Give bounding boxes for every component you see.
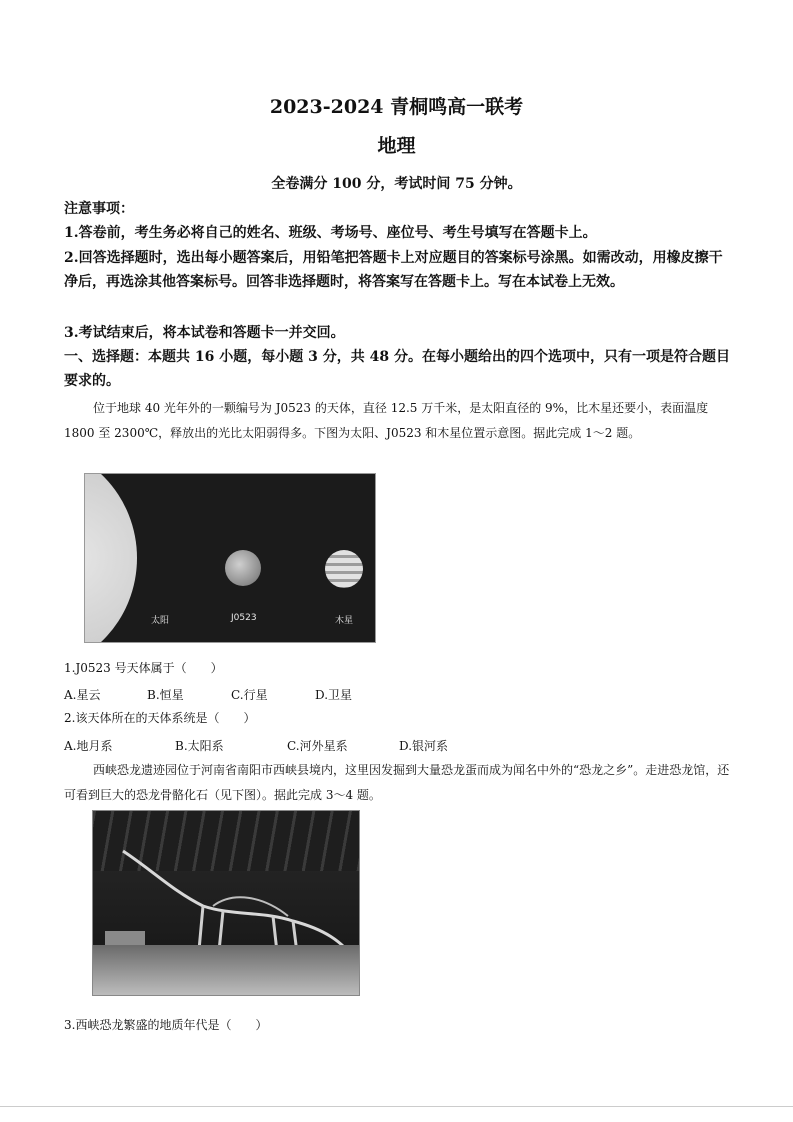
j0523-disk — [225, 550, 261, 586]
dinosaur-skeleton-photo — [92, 810, 360, 996]
note-item-3: 3.考试结束后，将本试卷和答题卡一并交回。 — [64, 325, 345, 341]
solar-comparison-figure — [84, 473, 376, 643]
section-instruction: 一、选择题：本题共 16 小题，每小题 3 分，共 48 分。在每小题给出的四个选项中，只有一项是符合题目要求的。 — [64, 349, 730, 389]
option: A.地月系 — [64, 739, 113, 753]
figure-label-sun: 太阳 — [151, 616, 170, 626]
question-3-stem: 3.西峡恐龙繁盛的地质年代是（ ） — [64, 1018, 268, 1032]
jupiter-disk — [325, 550, 363, 588]
option: C.行星 — [231, 688, 268, 702]
option: A.星云 — [64, 688, 101, 702]
option: C.河外星系 — [287, 739, 348, 753]
figure-label-jupiter: 木星 — [335, 616, 354, 626]
footer-divider — [0, 1106, 793, 1107]
option: B.太阳系 — [175, 739, 224, 753]
subject-title: 地理 — [377, 135, 416, 157]
note-item-2: 2.回答选择题时，选出每小题答案后，用铅笔把答题卡上对应题目的答案标号涂黑。如需改动，用橡皮擦干净后，再选涂其他答案标号。回答非选择题时，将答案写在答题卡上。写在本试卷上无效。 — [64, 250, 723, 290]
exam-title: 2023-2024 青桐鸣高一联考 — [269, 96, 524, 118]
sun-disk — [84, 473, 137, 643]
passage-1: 位于地球 40 光年外的一颗编号为 J0523 的天体，直径 12.5 万千米，是太阳直径的 9%，比木星还要小，表面温度 1800 至 2300℃，释放出的光比太阳弱得多。下图为太阳、J0523 和木星位置示意图。据此完成 1～2 题。 — [64, 401, 709, 440]
option: D.卫星 — [315, 688, 353, 702]
option: D.银河系 — [399, 739, 449, 753]
question-1-stem: 1.J0523 号天体属于（ ） — [64, 661, 223, 675]
notes-heading: 注意事项： — [64, 201, 134, 217]
question-2-stem: 2.该天体所在的天体系统是（ ） — [64, 711, 256, 725]
note-item-1: 1.答卷前，考生务必将自己的姓名、班级、考场号、座位号、考生号填写在答题卡上。 — [64, 225, 597, 241]
exam-info: 全卷满分 100 分，考试时间 75 分钟。 — [271, 176, 522, 192]
passage-2: 西峡恐龙遗迹园位于河南省南阳市西峡县境内，这里因发掘到大量恐龙蛋而成为闻名中外的“恐龙之乡”。走进恐龙馆，还可看到巨大的恐龙骨骼化石（见下图）。据此完成 3～4 题。 — [64, 763, 730, 802]
figure-label-j0523: J0523 — [231, 613, 257, 623]
option: B.恒星 — [147, 688, 184, 702]
